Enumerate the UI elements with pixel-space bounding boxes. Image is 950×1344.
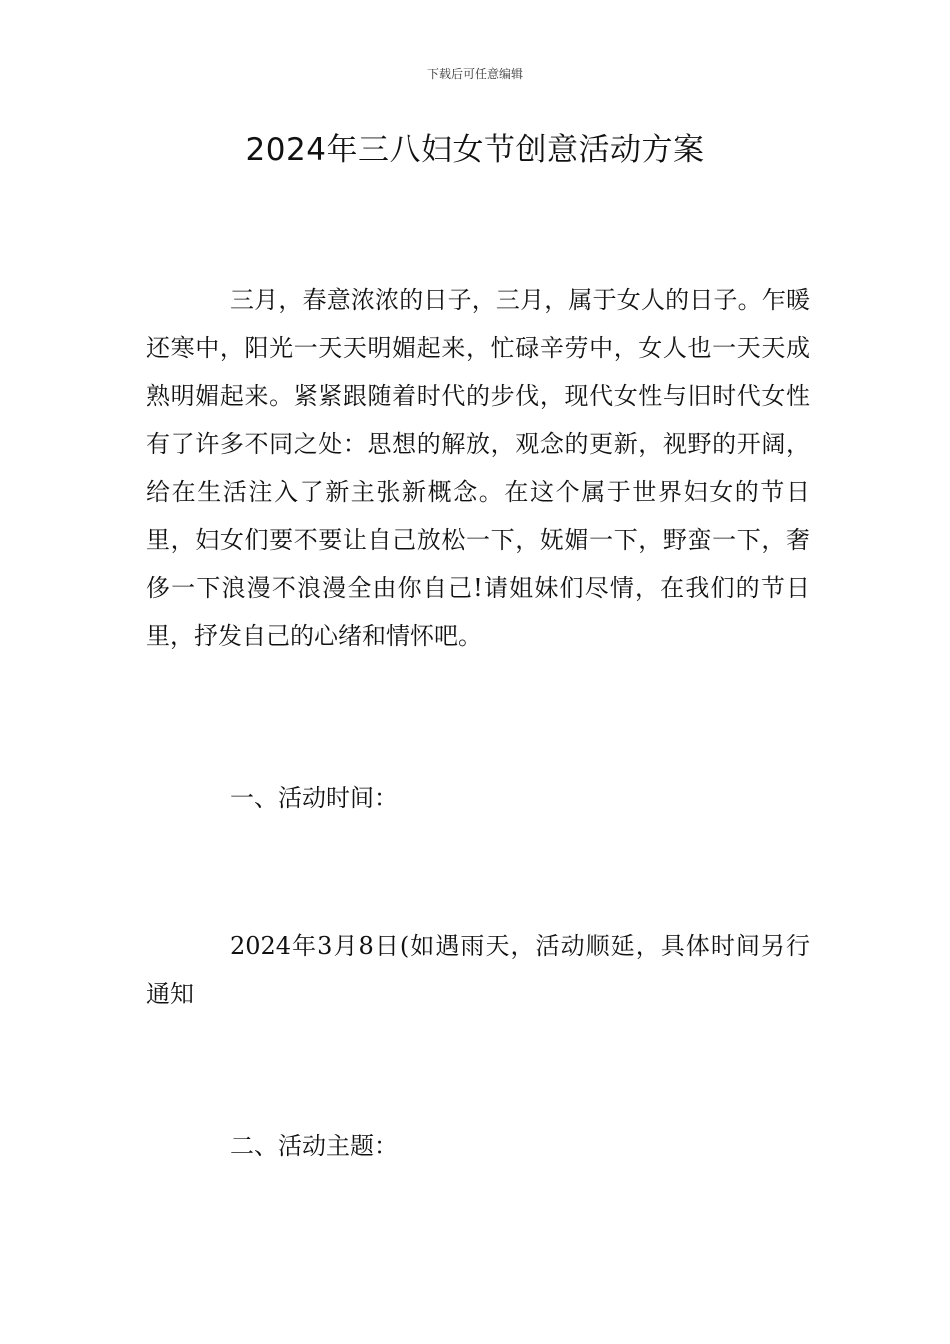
editable-note: 下载后可任意编辑	[426, 67, 523, 81]
intro-paragraph: 三月，春意浓浓的日子，三月，属于女人的日子。乍暖还寒中，阳光一天天明媚起来，忙碌辛劳中，女人也一天天成熟明媚起来。紧紧跟随着时代的步伐，现代女性与旧时代女性有了许多不同之处：思想的解放，观念的更新，视野的开阔，给在生活注入了新主张新概念。在这个属于世界妇女的节日里，妇女们要不要让自己放松一下，妩媚一下，野蛮一下，奢侈一下浪漫不浪漫全由你自己!请姐妹们尽情，在我们的节日里，抒发自己的心绪和情怀吧。	[146, 286, 810, 650]
activity-time-heading: 一、活动时间：	[230, 784, 398, 812]
activity-time-content: 2024年3月8日(如遇雨天，活动顺延，具体时间另行通知	[146, 932, 810, 1008]
activity-theme-heading: 二、活动主题：	[230, 1132, 398, 1160]
document-title: 2024年三八妇女节创意活动方案	[245, 132, 705, 168]
